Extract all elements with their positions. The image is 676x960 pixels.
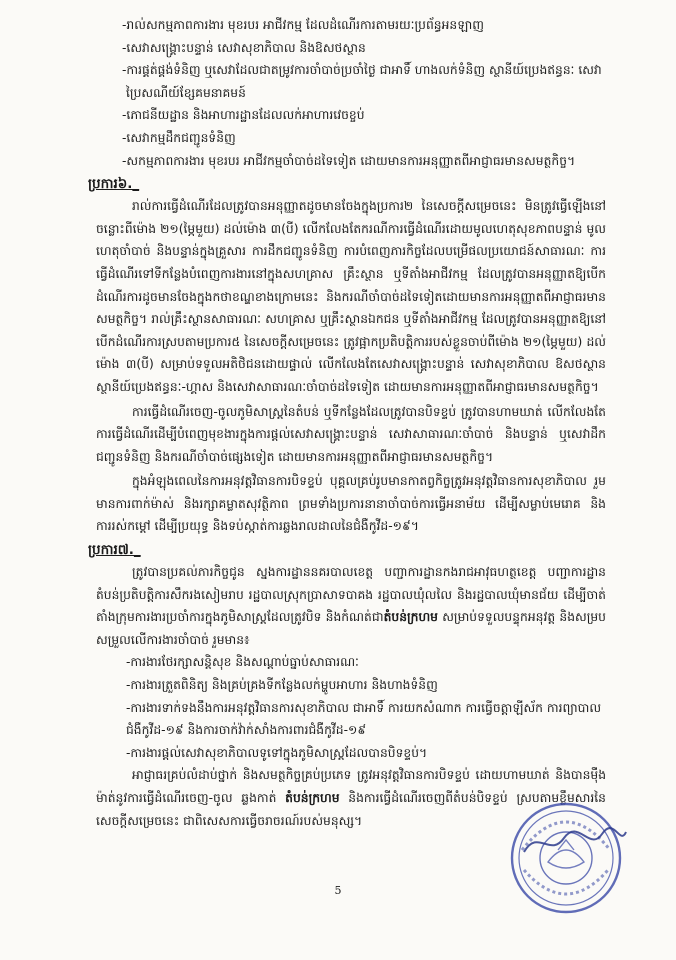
list-item: -សកម្មភាពការងារ មុខរបរ អាជីវកម្មចាំបាច់ដទៃទៀត ដោយមានការអនុញ្ញាតពីអាជ្ញាធរមានសមត្ថកិច្ច។ (122, 153, 576, 168)
article-7-heading: ប្រការ៧._ (88, 542, 141, 559)
closing-text-a: អាជ្ញាធរគ្រប់លំដាប់ថ្នាក់ និងសមត្ថកិច្ចគ្រប់ប្រភេទ ត្រូវអនុវត្តវិធានការបិទខ្ទប់ ដោយហាមឃាត់ និងបានម៉ឺងម៉ាត់នូវការធ្វើដំណើរចេញ-ចូល ឆ្លងកាត់ (96, 768, 606, 805)
list-item: -សេវាសង្គ្រោះបន្ទាន់ សេវាសុខាភិបាល និងឱសថស្ថាន (122, 40, 366, 55)
article-7-intro-text: ត្រូវបានប្រគល់ភារកិច្ចជូន ស្នងការដ្ឋាននគរបាលខេត្ត បញ្ជាការដ្ឋានកងរាជអាវុធហត្ថខេត្ត បញ្ជាការដ្ឋានតំបន់ប្រតិបត្តិការសឹករងសៀមរាប រដ្ឋបាលស្រុកប្រាសាទបាគង រដ្ឋបាលឃុំលលៃ និងរដ្ឋបាលឃុំមានជ័យ ដើម្បីចាត់តាំងក្រុមការងារប្រចាំការក្នុងភូមិសាស្ត្រដែលត្រូវបិទ និងកំណត់ជា (96, 565, 606, 625)
list-item: -រាល់សកម្មភាពការងារ មុខរបរ អាជីវកម្ម ដែលដំណើរការតាមរយៈប្រព័ន្ធអនឡាញ (122, 18, 484, 32)
list-item: -ការងារផ្តល់សេវាសុខាភិបាលទូទៅក្នុងភូមិសាស្ត្រដែលបានបិទខ្ទប់។ (126, 745, 428, 760)
document-body (88, 14, 606, 832)
article-6-heading: ប្រការ៦._ (88, 176, 140, 193)
red-zone-label: តំបន់ក្រហម (285, 791, 340, 805)
list-item: -ការងារត្រួតពិនិត្យ និងគ្រប់គ្រងទីកន្លែងលក់ម្ហូបអាហារ និងហាងទំនិញ (126, 678, 438, 693)
signature (520, 822, 630, 862)
list-item: -ការងារទាក់ទងនឹងការអនុវត្តវិធានការសុខាភិបាល ជាអាទិ៍ ការយកសំណាក ការធ្វើចត្តាឡីស័ក ការព្យាបាលជំងឺកូវីដ-១៩ និងការចាក់វ៉ាក់សាំងការពារជំងឺកូវីដ-១៩ (126, 700, 602, 738)
article-7-intro (96, 561, 606, 651)
article-6-paragraph: ក្នុងអំឡុងពេលនៃការអនុវត្តវិធានការបិទខ្ទប់ បុគ្គលគ្រប់រូបមានកាតព្វកិច្ចត្រូវអនុវត្តវិធានការសុខាភិបាល រួមមានការពាក់ម៉ាស់ និងរក្សាគម្លាតសុវត្ថិភាព ព្រមទាំងប្រការនានាចាំបាច់ការធ្វើអនាម័យ ដើម្បីសម្លាប់មេរោគ និងការរស់កម្តៅ ដើម្បីប្រយុទ្ធ និងទប់ស្កាត់ការឆ្លងរាលដាលនៃជំងឺកូវីដ-១៩។ (96, 474, 606, 534)
article-6-paragraph: រាល់ការធ្វើដំណើរដែលត្រូវបានអនុញ្ញាតដូចមានចែងក្នុងប្រការ២ នៃសេចក្តីសម្រេចនេះ មិនត្រូវធ្វើឡើងនៅចន្លោះពីម៉ោង ២១(ម្ភៃមួយ) ដល់ម៉ោង ៣(បី) លើកលែងតែករណីការធ្វើដំណើរដោយមូលហេតុសុខភាពបន្ទាន់ មូលហេតុចាំបាច់ និងបន្ទាន់ក្នុងគ្រួសារ ការដឹកជញ្ជូនទំនិញ ការបំពេញភារកិច្ចដែលបម្រើផលប្រយោជន៍សាធារណៈ ការធ្វើដំណើរទៅទីកន្លែងបំពេញការងារនៅក្នុងសហគ្រាស គ្រឹះស្ថាន ឬទីតាំងអាជីវកម្ម ដែលត្រូវបានអនុញ្ញាតឱ្យបើកដំណើរការដូចមានចែងក្នុងកថាខណ្ឌខាងក្រោមនេះ និងករណីចាំបាច់ដទៃទៀតដោយមានការអនុញ្ញាតពីអាជ្ញាធរមានសមត្ថកិច្ច។ រាល់គ្រឹះស្ថានសាធារណៈ សហគ្រាស ឬគ្រឹះស្ថានឯកជន ឬទីតាំងអាជីវកម្ម ដែលត្រូវបានអនុញ្ញាតឱ្យនៅបើកដំណើរការស្របតាមប្រការ៥ នៃសេចក្តីសម្រេចនេះ ត្រូវផ្អាកប្រតិបត្តិការរបស់ខ្លួនចាប់ពីម៉ោង ២១(ម្ភៃមួយ) ដល់ម៉ោង ៣(បី) សម្រាប់ទទួលអតិថិជនដោយផ្ទាល់ លើកលែងតែសេវាសង្គ្រោះបន្ទាន់ សេវាសុខាភិបាល ឱសថស្ថាន ស្ថានីយ៍ប្រេងឥន្ធនៈ-ហ្គាស និងសេវាសាធារណៈចាំបាច់ដទៃទៀត ដោយមានការអនុញ្ញាតពីអាជ្ញាធរមានសមត្ថកិច្ច។ (96, 199, 606, 394)
list-item: -ការផ្គត់ផ្គង់ទំនិញ ឬសេវាដែលជាតម្រូវការចាំបាច់ប្រចាំថ្ងៃ ជាអាទិ៍ ហាងលក់ទំនិញ ស្ថានីយ៍ប្រេងឥន្ធនៈ សេវាប្រៃសណីយ៍ខ្សែគមនាគមន៍ (122, 63, 602, 100)
list-item: -ភោជនីយដ្ឋាន និងអាហារដ្ឋានដែលលក់អាហារវេចខ្ចប់ (122, 108, 365, 123)
list-item: -ការងារថែរក្សាសន្តិសុខ និងសណ្តាប់ធ្នាប់សាធារណៈ (126, 655, 359, 670)
article-7-intro-tail: សម្រាប់ទទួលបន្ទុកអនុវត្ត និងសម្របសម្រួលលើការងារចាំបាច់ រួមមាន៖ (96, 610, 606, 647)
red-zone-label: តំបន់ក្រហម (383, 610, 438, 625)
list-item: -សេវាកម្មដឹកជញ្ជូនទំនិញ (122, 130, 236, 145)
page-number: 5 (334, 884, 342, 897)
closing-text-b: និងការធ្វើដំណើរចេញពីតំបន់បិទខ្ទប់ ស្របតាមខ្លឹមសារនៃសេចក្តីសម្រេចនេះ ជាពិសេសការធ្វើចរាចរណ៍របស់មនុស្ស។ (96, 791, 606, 828)
article-6-paragraph: ការធ្វើដំណើរចេញ-ចូលភូមិសាស្ត្រនៃតំបន់ ឬទីកន្លែងដែលត្រូវបានបិទខ្ទប់ ត្រូវបានហាមឃាត់ លើកលែងតែការធ្វើដំណើរដើម្បីបំពេញមុខងារក្នុងការផ្តល់សេវាសង្គ្រោះបន្ទាន់ សេវាសាធារណៈចាំបាច់ និងបន្ទាន់ ឬសេវាដឹកជញ្ជូនទំនិញ និងករណីចាំបាច់ផ្សេងទៀត ដោយមានការអនុញ្ញាតពីអាជ្ញាធរមានសមត្ថកិច្ច។ (96, 404, 606, 464)
